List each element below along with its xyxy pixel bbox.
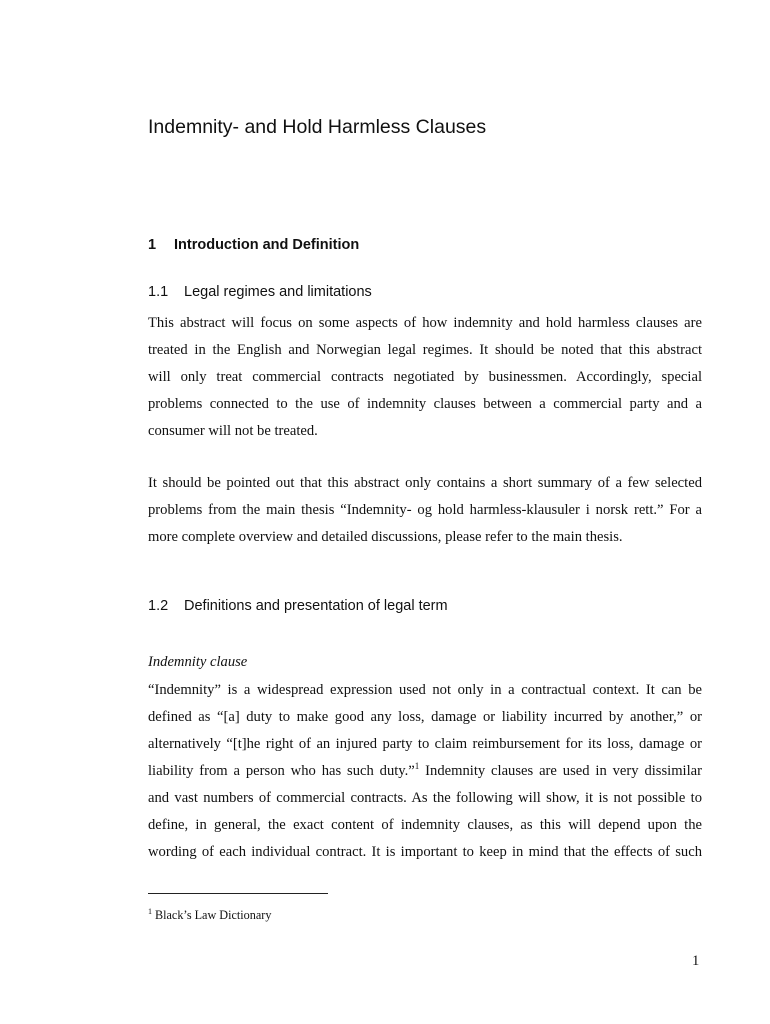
- text-line: It should be pointed out that this abstract only contains a short summary of a few selected: [148, 475, 702, 491]
- text-line: will only treat commercial contracts negotiated by businessmen. Accordingly, special: [148, 369, 702, 385]
- section-1-heading: [148, 237, 359, 253]
- page-number: 1: [692, 953, 700, 969]
- section-title: Definitions and presentation of legal term: [184, 598, 448, 614]
- text-line: problems connected to the use of indemnity clauses between a commercial party and a: [148, 396, 702, 412]
- footnote-text: Black’s Law Dictionary: [155, 908, 272, 922]
- text-line: alternatively “[t]he right of an injured party to claim reimbursement for its loss, damage or: [148, 736, 702, 752]
- section-1-2-heading: [148, 598, 448, 614]
- text-line: define, in general, the exact content of indemnity clauses, as this will depend upon the: [148, 817, 702, 833]
- paragraph-abstract-note: [148, 470, 702, 551]
- text-line: treated in the English and Norwegian legal regimes. It should be noted that this abstract: [148, 342, 702, 358]
- text-line: “Indemnity” is a widespread expression used not only in a contractual context. It can be: [148, 682, 702, 698]
- footnote-divider: [148, 893, 328, 894]
- text-line: problems from the main thesis “Indemnity- og hold harmless-klausuler i norsk rett.” For a: [148, 502, 702, 518]
- text-line: wording of each individual contract. It is important to keep in mind that the effects of such: [148, 844, 702, 860]
- footnote-reference[interactable]: 1: [414, 761, 420, 771]
- text-fragment: liability from a person who has such duty.”: [148, 763, 415, 779]
- text-line: This abstract will focus on some aspects of how indemnity and hold harmless clauses are: [148, 315, 702, 331]
- footnote: [148, 908, 271, 923]
- section-title: Legal regimes and limitations: [184, 284, 372, 300]
- text-line: defined as “[a] duty to make good any loss, damage or liability incurred by another,” or: [148, 709, 702, 725]
- document-title: Indemnity- and Hold Harmless Clauses: [148, 116, 487, 138]
- section-number: 1.2: [148, 598, 169, 614]
- footnote-number: 1: [148, 907, 152, 916]
- section-number: 1: [148, 237, 157, 253]
- text-line: [148, 758, 702, 785]
- text-line: consumer will not be treated.: [148, 423, 318, 439]
- subheading-indemnity-clause: Indemnity clause: [148, 654, 248, 670]
- text-line: and vast numbers of commercial contracts. As the following will show, it is not possible to: [148, 790, 702, 806]
- section-1-1-heading: [148, 284, 372, 300]
- section-number: 1.1: [148, 284, 169, 300]
- paragraph-legal-regimes: [148, 310, 702, 445]
- text-line: more complete overview and detailed discussions, please refer to the main thesis.: [148, 529, 623, 545]
- section-title: Introduction and Definition: [174, 237, 360, 253]
- paragraph-indemnity-definition: [148, 677, 702, 866]
- text-fragment: Indemnity clauses are used in very dissimilar: [419, 763, 703, 779]
